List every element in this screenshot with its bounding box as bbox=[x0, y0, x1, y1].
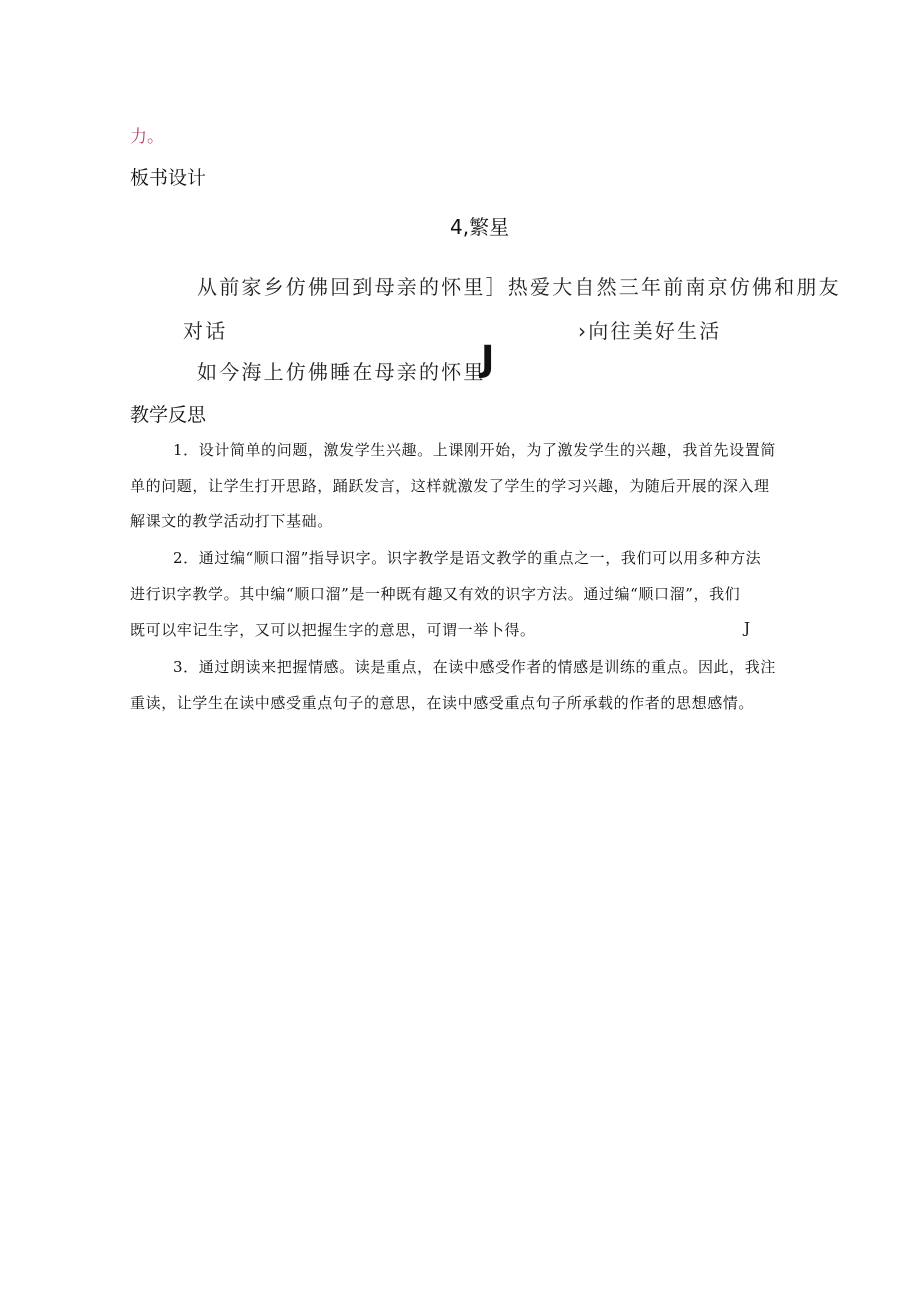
previous-text-fragment: 力。 bbox=[130, 127, 164, 147]
reflection-p2-line2: 进行识字教学。其中编“顺口溜”是一种既有趣又有效的识字方法。通过编“顺口溜”，我们 bbox=[130, 585, 741, 603]
board-title: 4,繁星 bbox=[450, 215, 510, 239]
board-closing-bracket: J bbox=[481, 339, 495, 380]
reflection-p3-line2: 重读，让学生在读中感受重点句子的意思，在读中感受重点句子所承载的作者的思想感情。 bbox=[130, 694, 755, 712]
board-row-2-right: ›向往美好生活 bbox=[578, 319, 722, 343]
board-row-1: 从前家乡仿佛回到母亲的怀里］热爱大自然三年前南京仿佛和朋友 bbox=[197, 275, 841, 299]
reflection-p2-line1: 2．通过编“顺口溜”指导识字。识字教学是语文教学的重点之一，我们可以用多种方法 bbox=[173, 549, 762, 567]
reflection-heading: 教学反思 bbox=[130, 404, 207, 426]
board-row-3: 如今海上仿佛睡在母亲的怀里 bbox=[197, 360, 486, 384]
reflection-p1-line3: 解课文的教学活动打下基础。 bbox=[130, 512, 333, 530]
reflection-p1-line2: 单的问题，让学生打开思路，踊跃发言，这样就激发了学生的学习兴趣，为随后开展的深入理 bbox=[130, 477, 770, 495]
reflection-p3-line1: 3．通过朗读来把握情感。读是重点，在读中感受作者的情感是训练的重点。因此，我注 bbox=[173, 658, 776, 676]
reflection-p2-stray-mark: J bbox=[744, 619, 751, 637]
board-row-2-left: 对话 bbox=[183, 319, 228, 343]
reflection-p2-line3: 既可以牢记生字，又可以把握生字的意思，可谓一举卜得。 bbox=[130, 621, 536, 639]
reflection-p1-line1: 1．设计简单的问题，激发学生兴趣。上课刚开始，为了激发学生的兴趣，我首先设置简 bbox=[173, 441, 776, 459]
board-design-heading: 板书设计 bbox=[130, 167, 207, 189]
